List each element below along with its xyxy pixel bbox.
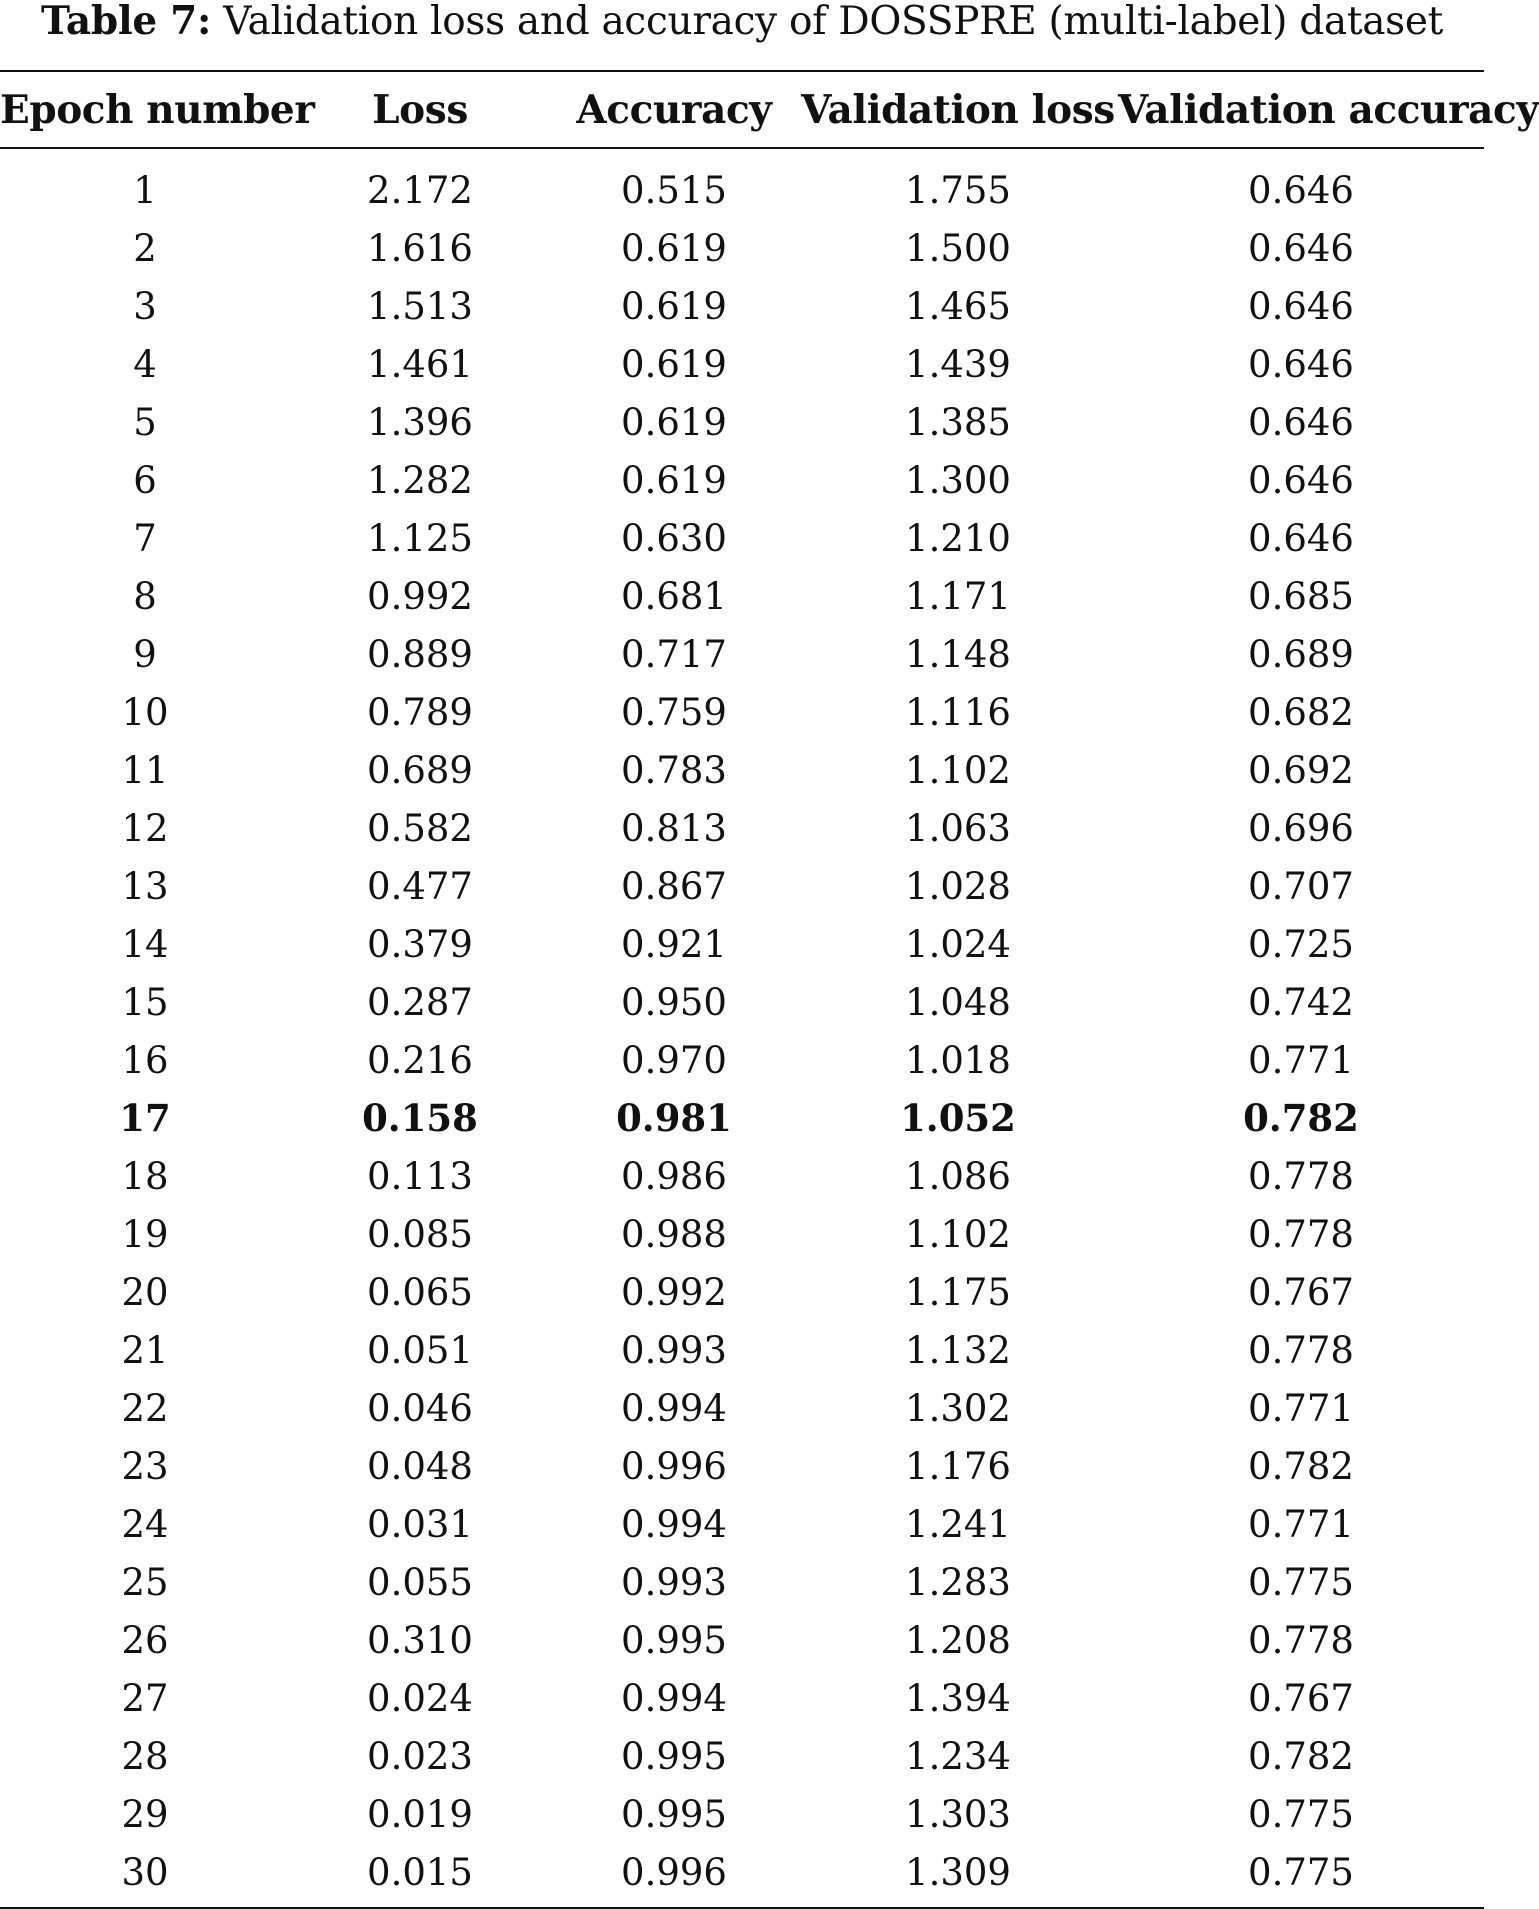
cell-validation-loss: 1.208: [905, 1618, 1011, 1662]
cell-validation-accuracy: 0.782: [1248, 1734, 1354, 1778]
cell-validation-accuracy: 0.646: [1248, 284, 1354, 328]
cell-loss: 1.396: [367, 400, 473, 444]
cell-validation-accuracy: 0.778: [1248, 1328, 1354, 1372]
cell-validation-loss: 1.439: [905, 342, 1011, 386]
column-header-accuracy: Accuracy: [576, 86, 772, 133]
cell-validation-accuracy: 0.685: [1248, 574, 1354, 618]
table-row: [0, 567, 1484, 625]
cell-accuracy: 0.619: [621, 226, 727, 270]
cell-validation-loss: 1.755: [905, 168, 1011, 212]
cell-loss: 0.689: [367, 748, 473, 792]
cell-validation-loss: 1.210: [905, 516, 1011, 560]
cell-validation-accuracy: 0.782: [1248, 1444, 1354, 1488]
cell-loss: 0.065: [367, 1270, 473, 1314]
cell-loss: 0.992: [367, 574, 473, 618]
cell-loss: 0.889: [367, 632, 473, 676]
cell-validation-loss: 1.171: [905, 574, 1011, 618]
table-row: [0, 1611, 1484, 1669]
table-row: [0, 1205, 1484, 1263]
table-row: [0, 1843, 1484, 1908]
cell-loss: 0.379: [367, 922, 473, 966]
cell-accuracy: 0.986: [621, 1154, 727, 1198]
table-row: [0, 1031, 1484, 1089]
table-row: [0, 1495, 1484, 1553]
cell-accuracy: 0.619: [621, 458, 727, 502]
cell-validation-loss: 1.303: [905, 1792, 1011, 1836]
cell-loss: 0.051: [367, 1328, 473, 1372]
cell-accuracy: 0.988: [621, 1212, 727, 1256]
cell-validation-accuracy: 0.775: [1248, 1850, 1354, 1894]
cell-accuracy: 0.992: [621, 1270, 727, 1314]
cell-epoch: 6: [133, 458, 157, 502]
table-row: [0, 219, 1484, 277]
column-header-validation-accuracy: Validation accuracy: [1118, 86, 1539, 133]
table-caption-label: Table 7:: [40, 0, 212, 44]
cell-loss: 0.216: [367, 1038, 473, 1082]
cell-validation-accuracy: 0.767: [1248, 1676, 1354, 1720]
cell-loss: 0.019: [367, 1792, 473, 1836]
cell-accuracy: 0.994: [621, 1386, 727, 1430]
table-row: [0, 973, 1484, 1031]
cell-validation-accuracy: 0.767: [1248, 1270, 1354, 1314]
cell-epoch: 16: [121, 1038, 169, 1082]
cell-loss: 1.461: [367, 342, 473, 386]
cell-epoch: 18: [121, 1154, 169, 1198]
cell-accuracy: 0.996: [621, 1444, 727, 1488]
cell-validation-accuracy: 0.771: [1248, 1386, 1354, 1430]
cell-accuracy: 0.921: [621, 922, 727, 966]
cell-validation-accuracy: 0.646: [1248, 226, 1354, 270]
cell-validation-loss: 1.309: [905, 1850, 1011, 1894]
table-row: [0, 148, 1484, 219]
cell-loss: 0.015: [367, 1850, 473, 1894]
cell-accuracy: 0.994: [621, 1676, 727, 1720]
table-row: [0, 799, 1484, 857]
cell-loss: 0.031: [367, 1502, 473, 1546]
cell-validation-loss: 1.148: [905, 632, 1011, 676]
cell-validation-accuracy: 0.707: [1248, 864, 1354, 908]
cell-accuracy: 0.515: [621, 168, 727, 212]
cell-loss: 1.616: [367, 226, 473, 270]
cell-validation-accuracy: 0.775: [1248, 1792, 1354, 1836]
cell-validation-accuracy: 0.646: [1248, 342, 1354, 386]
cell-epoch: 9: [133, 632, 157, 676]
cell-validation-loss: 1.086: [905, 1154, 1011, 1198]
cell-loss: 0.582: [367, 806, 473, 850]
cell-validation-accuracy: 0.782: [1243, 1096, 1359, 1140]
cell-accuracy: 0.717: [621, 632, 727, 676]
cell-validation-loss: 1.300: [905, 458, 1011, 502]
cell-epoch: 13: [121, 864, 169, 908]
table-row: [0, 683, 1484, 741]
cell-validation-loss: 1.176: [905, 1444, 1011, 1488]
table-row: [0, 741, 1484, 799]
cell-validation-loss: 1.500: [905, 226, 1011, 270]
cell-accuracy: 0.619: [621, 400, 727, 444]
cell-loss: 0.158: [362, 1096, 478, 1140]
cell-epoch: 21: [121, 1328, 169, 1372]
cell-accuracy: 0.993: [621, 1560, 727, 1604]
cell-epoch: 8: [133, 574, 157, 618]
cell-validation-accuracy: 0.778: [1248, 1212, 1354, 1256]
cell-epoch: 26: [121, 1618, 169, 1662]
cell-epoch: 25: [121, 1560, 169, 1604]
cell-accuracy: 0.981: [616, 1096, 732, 1140]
table-row: [0, 1263, 1484, 1321]
cell-validation-loss: 1.024: [905, 922, 1011, 966]
table-row: [0, 277, 1484, 335]
cell-accuracy: 0.619: [621, 342, 727, 386]
cell-validation-accuracy: 0.646: [1248, 400, 1354, 444]
cell-accuracy: 0.970: [621, 1038, 727, 1082]
table-row: [0, 1727, 1484, 1785]
table-row: [0, 1785, 1484, 1843]
cell-loss: 0.023: [367, 1734, 473, 1778]
cell-validation-accuracy: 0.682: [1248, 690, 1354, 734]
cell-accuracy: 0.783: [621, 748, 727, 792]
cell-validation-loss: 1.132: [905, 1328, 1011, 1372]
cell-validation-accuracy: 0.778: [1248, 1618, 1354, 1662]
table-caption-text: Validation loss and accuracy of DOSSPRE (multi-label) dataset: [223, 0, 1444, 44]
cell-validation-accuracy: 0.646: [1248, 458, 1354, 502]
cell-epoch: 19: [121, 1212, 169, 1256]
cell-loss: 0.287: [367, 980, 473, 1024]
table-row: [0, 1147, 1484, 1205]
cell-validation-loss: 1.102: [905, 748, 1011, 792]
cell-validation-loss: 1.465: [905, 284, 1011, 328]
cell-accuracy: 0.995: [621, 1734, 727, 1778]
cell-epoch: 28: [121, 1734, 169, 1778]
cell-accuracy: 0.867: [621, 864, 727, 908]
cell-accuracy: 0.994: [621, 1502, 727, 1546]
cell-validation-loss: 1.018: [905, 1038, 1011, 1082]
cell-validation-loss: 1.048: [905, 980, 1011, 1024]
cell-accuracy: 0.630: [621, 516, 727, 560]
cell-epoch: 24: [121, 1502, 169, 1546]
table-row: [0, 509, 1484, 567]
cell-loss: 0.310: [367, 1618, 473, 1662]
cell-accuracy: 0.759: [621, 690, 727, 734]
cell-validation-loss: 1.102: [905, 1212, 1011, 1256]
cell-epoch: 2: [133, 226, 157, 270]
cell-loss: 0.024: [367, 1676, 473, 1720]
table-row: [0, 451, 1484, 509]
cell-epoch: 30: [121, 1850, 169, 1894]
cell-loss: 0.048: [367, 1444, 473, 1488]
table-row: [0, 915, 1484, 973]
cell-epoch: 10: [121, 690, 169, 734]
cell-accuracy: 0.993: [621, 1328, 727, 1372]
table-row: [0, 393, 1484, 451]
cell-epoch: 11: [121, 748, 169, 792]
cell-accuracy: 0.681: [621, 574, 727, 618]
cell-accuracy: 0.619: [621, 284, 727, 328]
table-row: [0, 1553, 1484, 1611]
cell-epoch: 22: [121, 1386, 169, 1430]
cell-loss: 0.046: [367, 1386, 473, 1430]
cell-epoch: 12: [121, 806, 169, 850]
column-header-loss: Loss: [372, 86, 468, 133]
cell-epoch: 29: [121, 1792, 169, 1836]
cell-validation-loss: 1.385: [905, 400, 1011, 444]
cell-epoch: 3: [133, 284, 157, 328]
cell-validation-loss: 1.175: [905, 1270, 1011, 1314]
cell-accuracy: 0.950: [621, 980, 727, 1024]
cell-validation-accuracy: 0.696: [1248, 806, 1354, 850]
cell-epoch: 14: [121, 922, 169, 966]
cell-validation-loss: 1.302: [905, 1386, 1011, 1430]
cell-validation-loss: 1.394: [905, 1676, 1011, 1720]
table-row: [0, 1669, 1484, 1727]
cell-validation-accuracy: 0.778: [1248, 1154, 1354, 1198]
cell-accuracy: 0.995: [621, 1792, 727, 1836]
cell-loss: 0.055: [367, 1560, 473, 1604]
cell-validation-loss: 1.063: [905, 806, 1011, 850]
cell-loss: 1.282: [367, 458, 473, 502]
cell-epoch: 4: [133, 342, 157, 386]
cell-accuracy: 0.813: [621, 806, 727, 850]
cell-epoch: 20: [121, 1270, 169, 1314]
cell-validation-loss: 1.028: [905, 864, 1011, 908]
cell-validation-accuracy: 0.646: [1248, 516, 1354, 560]
table-row: [0, 1321, 1484, 1379]
cell-epoch: 27: [121, 1676, 169, 1720]
header-row: [0, 71, 1484, 148]
cell-accuracy: 0.996: [621, 1850, 727, 1894]
cell-loss: 0.085: [367, 1212, 473, 1256]
cell-epoch: 5: [133, 400, 157, 444]
cell-validation-loss: 1.283: [905, 1560, 1011, 1604]
table-row: [0, 625, 1484, 683]
cell-validation-accuracy: 0.771: [1248, 1038, 1354, 1082]
cell-validation-loss: 1.116: [905, 690, 1011, 734]
table-row: [0, 335, 1484, 393]
cell-epoch: 15: [121, 980, 169, 1024]
cell-validation-loss: 1.052: [900, 1096, 1016, 1140]
cell-epoch: 7: [133, 516, 157, 560]
cell-loss: 0.477: [367, 864, 473, 908]
cell-loss: 0.789: [367, 690, 473, 734]
cell-validation-accuracy: 0.689: [1248, 632, 1354, 676]
cell-epoch: 17: [119, 1096, 171, 1140]
cell-accuracy: 0.995: [621, 1618, 727, 1662]
table-caption: [0, 0, 1484, 43]
table-row: [0, 1379, 1484, 1437]
cell-validation-accuracy: 0.692: [1248, 748, 1354, 792]
cell-validation-accuracy: 0.775: [1248, 1560, 1354, 1604]
table-row: [0, 1089, 1484, 1147]
cell-validation-accuracy: 0.771: [1248, 1502, 1354, 1546]
cell-epoch: 1: [133, 168, 157, 212]
table-row: [0, 857, 1484, 915]
results-table: [0, 70, 1539, 1909]
column-header-validation-loss: Validation loss: [801, 86, 1115, 133]
cell-loss: 1.513: [367, 284, 473, 328]
cell-validation-accuracy: 0.646: [1248, 168, 1354, 212]
table-row: [0, 1437, 1484, 1495]
cell-epoch: 23: [121, 1444, 169, 1488]
cell-validation-loss: 1.241: [905, 1502, 1011, 1546]
cell-loss: 1.125: [367, 516, 473, 560]
cell-validation-accuracy: 0.725: [1248, 922, 1354, 966]
column-header-epoch-number: Epoch number: [0, 86, 315, 133]
cell-validation-accuracy: 0.742: [1248, 980, 1354, 1024]
cell-validation-loss: 1.234: [905, 1734, 1011, 1778]
table-body: [0, 148, 1484, 1908]
cell-loss: 0.113: [367, 1154, 473, 1198]
cell-loss: 2.172: [367, 168, 473, 212]
